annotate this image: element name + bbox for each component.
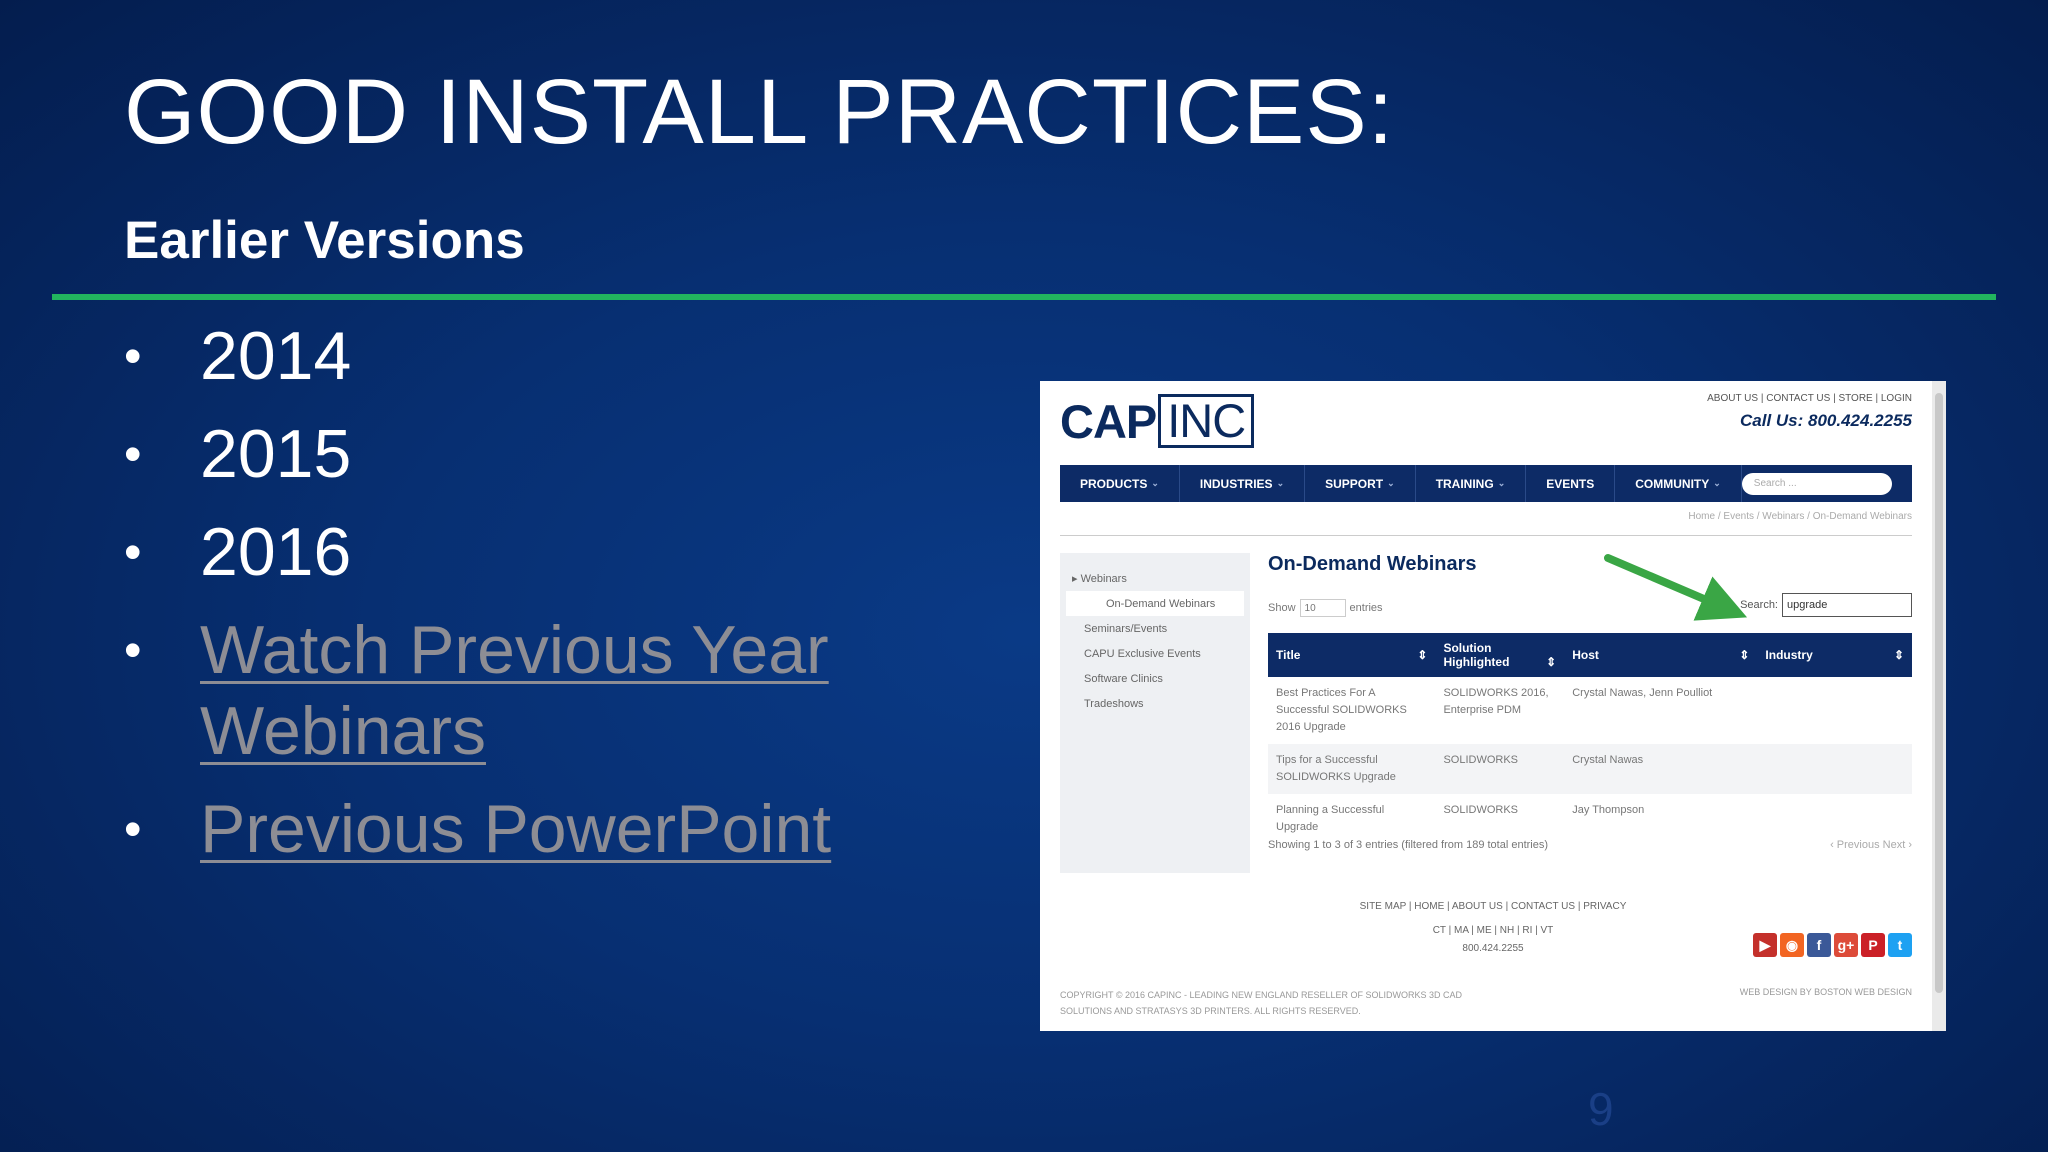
chevron-down-icon: ⌄ xyxy=(1713,478,1721,488)
show-label: Show xyxy=(1268,601,1296,614)
cell-title[interactable]: Best Practices For A Successful SOLIDWORKS 2016 Upgrade xyxy=(1268,677,1435,744)
footer-phone: 800.424.2255 xyxy=(1462,943,1524,954)
googleplus-icon[interactable]: g+ xyxy=(1834,933,1858,957)
column-label: Solution Highlighted xyxy=(1443,641,1510,669)
scrollbar-thumb[interactable] xyxy=(1935,393,1943,993)
nav-industries[interactable] xyxy=(1180,465,1305,502)
slide-title: GOOD INSTALL PRACTICES: xyxy=(124,61,1395,163)
sort-icon: ⇕ xyxy=(1417,648,1428,662)
site-search-input[interactable]: Search ... xyxy=(1742,473,1892,495)
nav-label: TRAINING xyxy=(1435,476,1494,491)
youtube-icon[interactable]: ▶ xyxy=(1753,933,1777,957)
pagination[interactable]: ‹ Previous Next › xyxy=(1830,839,1912,851)
chevron-down-icon: ⌄ xyxy=(1151,478,1159,488)
previous-powerpoint-link[interactable]: Previous PowerPoint xyxy=(200,791,832,867)
column-header-industry[interactable] xyxy=(1757,633,1912,677)
column-header-title[interactable] xyxy=(1268,633,1435,677)
bullet-text: 2015 xyxy=(200,416,352,492)
cell-solution: SOLIDWORKS xyxy=(1435,794,1564,844)
main-content xyxy=(1268,553,1912,833)
nav-label: INDUSTRIES xyxy=(1199,476,1273,491)
column-label: Title xyxy=(1276,648,1301,662)
bullet-text: 2014 xyxy=(200,318,352,394)
logo-cap: CAP xyxy=(1060,394,1157,448)
page-heading: On-Demand Webinars xyxy=(1268,553,1477,575)
cell-title[interactable]: Planning a Successful Upgrade xyxy=(1268,794,1435,844)
nav-label: COMMUNITY xyxy=(1635,476,1710,491)
sidebar xyxy=(1060,553,1250,873)
copyright-line: COPYRIGHT © 2016 CAPINC - LEADING NEW ENGLAND RESELLER OF SOLIDWORKS 3D CAD xyxy=(1060,990,1463,1000)
pinterest-icon[interactable]: P xyxy=(1861,933,1885,957)
copyright xyxy=(1060,987,1462,1019)
footer-states: CT | MA | ME | NH | RI | VT xyxy=(1432,925,1554,936)
table-row[interactable] xyxy=(1268,744,1912,794)
column-label: Industry xyxy=(1765,648,1813,662)
sidebar-item-webinars[interactable]: ▸ Webinars xyxy=(1072,573,1127,585)
phone-number: Call Us: 800.424.2255 xyxy=(1739,411,1912,430)
table-row[interactable] xyxy=(1268,794,1912,844)
green-arrow-icon xyxy=(1600,550,1750,630)
facebook-icon[interactable]: f xyxy=(1807,933,1831,957)
column-header-solution[interactable] xyxy=(1435,633,1564,677)
table-search-input[interactable]: upgrade xyxy=(1782,593,1912,617)
social-icons xyxy=(1753,933,1912,957)
web-designer-credit[interactable]: WEB DESIGN BY BOSTON WEB DESIGN xyxy=(1739,987,1912,997)
main-nav xyxy=(1060,465,1912,502)
bullet-dot: • xyxy=(124,801,142,857)
nav-label: SUPPORT xyxy=(1325,476,1384,491)
table-row[interactable] xyxy=(1268,677,1912,744)
previous-webinars-link[interactable]: Watch Previous Year Webinars xyxy=(200,612,829,769)
cell-industry xyxy=(1757,794,1912,844)
nav-events[interactable] xyxy=(1526,465,1615,502)
page-number: 9 xyxy=(1588,1083,1614,1135)
entries-select[interactable]: 10 xyxy=(1300,599,1346,617)
sidebar-item-clinics[interactable]: Software Clinics xyxy=(1084,673,1163,685)
sidebar-item-on-demand[interactable]: On-Demand Webinars xyxy=(1066,591,1244,616)
nav-label: PRODUCTS xyxy=(1080,476,1148,491)
cell-solution: SOLIDWORKS 2016, Enterprise PDM xyxy=(1435,677,1564,744)
cell-host: Crystal Nawas xyxy=(1564,744,1757,794)
twitter-icon[interactable]: t xyxy=(1888,933,1912,957)
table-search-label: Search: xyxy=(1740,599,1778,611)
capinc-logo xyxy=(1060,395,1254,447)
column-header-host[interactable] xyxy=(1564,633,1757,677)
copyright-line: SOLUTIONS AND STRATASYS 3D PRINTERS. ALL RIGHTS RESERVED. xyxy=(1060,1006,1361,1016)
top-links[interactable]: ABOUT US | CONTACT US | STORE | LOGIN xyxy=(1707,393,1912,404)
nav-training[interactable] xyxy=(1416,465,1527,502)
bullet-list xyxy=(124,316,944,887)
sort-icon: ⇕ xyxy=(1546,655,1557,669)
sidebar-item-seminars[interactable]: Seminars/Events xyxy=(1084,623,1168,635)
bullet-item xyxy=(124,512,944,593)
entries-label: entries xyxy=(1349,601,1383,614)
scrollbar[interactable] xyxy=(1932,381,1946,1031)
table-info: Showing 1 to 3 of 3 entries (filtered from 189 total entries) xyxy=(1268,839,1549,851)
bullet-item xyxy=(124,789,944,870)
bullet-dot: • xyxy=(124,426,142,482)
cell-host: Crystal Nawas, Jenn Poulliot xyxy=(1564,677,1757,744)
nav-support[interactable] xyxy=(1305,465,1416,502)
cell-solution: SOLIDWORKS xyxy=(1435,744,1564,794)
sort-icon: ⇕ xyxy=(1739,648,1750,662)
slide-subtitle: Earlier Versions xyxy=(124,211,525,270)
chevron-down-icon: ⌄ xyxy=(1497,478,1506,488)
nav-community[interactable] xyxy=(1615,465,1742,502)
cell-title[interactable]: Tips for a Successful SOLIDWORKS Upgrade xyxy=(1268,744,1435,794)
sidebar-item-tradeshows[interactable]: Tradeshows xyxy=(1084,698,1144,710)
logo-inc: INC xyxy=(1158,394,1254,448)
bullet-dot: • xyxy=(124,622,142,678)
footer-links[interactable]: SITE MAP | HOME | ABOUT US | CONTACT US | PRIVACY xyxy=(1359,901,1627,912)
nav-products[interactable] xyxy=(1060,465,1180,502)
chevron-down-icon: ⌄ xyxy=(1276,478,1285,488)
title-divider xyxy=(52,294,1996,300)
sidebar-item-capu[interactable]: CAPU Exclusive Events xyxy=(1084,648,1201,660)
column-label: Host xyxy=(1572,648,1599,662)
website-screenshot xyxy=(1040,381,1946,1031)
bullet-dot: • xyxy=(124,524,142,580)
sort-icon: ⇕ xyxy=(1893,648,1904,662)
bullet-dot: • xyxy=(124,328,142,384)
webinar-table xyxy=(1268,633,1912,844)
rss-icon[interactable]: ◉ xyxy=(1780,933,1804,957)
bullet-text: 2016 xyxy=(200,514,352,590)
cell-industry xyxy=(1757,744,1912,794)
bullet-item xyxy=(124,414,944,495)
nav-label: EVENTS xyxy=(1546,476,1595,491)
cell-industry xyxy=(1757,677,1912,744)
bullet-item xyxy=(124,610,944,772)
cell-host: Jay Thompson xyxy=(1564,794,1757,844)
chevron-down-icon: ⌄ xyxy=(1387,478,1395,488)
header-divider xyxy=(1060,535,1912,536)
bullet-item xyxy=(124,316,944,397)
breadcrumb[interactable]: Home / Events / Webinars / On-Demand Webinars xyxy=(1688,511,1912,522)
entries-control xyxy=(1268,599,1383,617)
